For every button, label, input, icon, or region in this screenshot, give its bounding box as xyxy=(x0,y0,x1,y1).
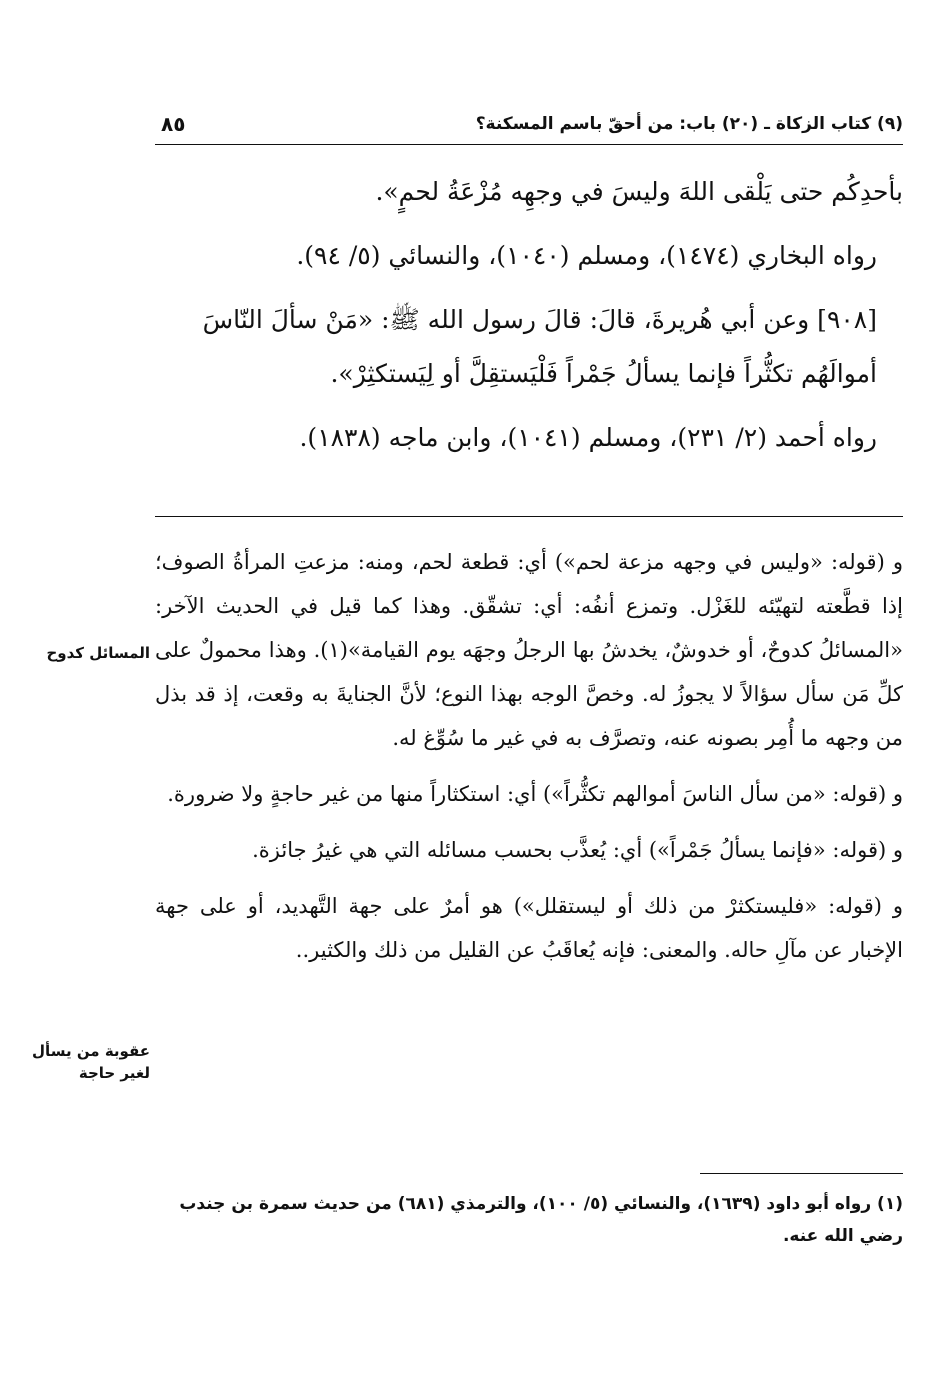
hadith-908: [٩٠٨] وعن أبي هُريرةَ، قالَ: قالَ رسول الله ﷺ: «مَنْ سألَ النّاسَ أموالَهُم تكثُّراً فإنما يسألُ جَمْراً فَلْيَستقِلَّ أو لِيَستكثِرْ». xyxy=(202,305,877,388)
hadith-908-source: رواه أحمد (٢/ ٢٣١)، ومسلم (١٠٤١)، وابن ماجه (١٨٣٨). xyxy=(299,423,877,452)
footnote-text: (١) رواه أبو داود (١٦٣٩)، والنسائي (٥/ ١٠٠)، والترمذي (٦٨١) من حديث سمرة بن جندب رضي الله عنه. xyxy=(179,1194,903,1246)
section-divider xyxy=(155,516,903,517)
hadith-continuation: بأحدِكُم حتى يَلْقى اللهَ وليسَ في وجهِه مُزْعَةُ لحمٍ». xyxy=(375,177,903,206)
commentary-paragraph: و (قوله: «فليستكثرْ من ذلك أو ليستقلل») هو أمرٌ على جهة التَّهديد، أو على جهة الإخبار عن مآلِ حاله. والمعنى: فإنه يُعاقَبُ عن القليل من ذلك والكثير.. xyxy=(155,894,903,962)
hadith-text xyxy=(155,165,903,465)
hadith-source: رواه البخاري (١٤٧٤)، ومسلم (١٠٤٠)، والنسائي (٥/ ٩٤). xyxy=(296,241,877,270)
commentary-paragraph: و (قوله: «فإنما يسألُ جَمْراً») أي: يُعذَّب بحسب مسائله التي هي غيرُ جائزة. xyxy=(252,838,903,862)
page-number: ٨٥ xyxy=(161,112,186,136)
footnote xyxy=(155,1188,903,1252)
page-header xyxy=(155,110,903,142)
commentary-paragraph: و (قوله: «من سأل الناسَ أموالهم تكثُّراً») أي: استكثاراً منها من غير حاجةٍ ولا ضرورة. xyxy=(167,782,903,806)
commentary-paragraph: و (قوله: «وليس في وجهه مزعة لحم») أي: قطعة لحم، ومنه: مزعتِ المرأةُ الصوف؛ إذا قطَّعته لتهيّئه للغَزْل. وتمزع أنفُه: أي: تشقّق. وهذا كما قيل في الحديث الآخر: «المسائلُ كدوحٌ، أو خدوشٌ، يخدشُ بها الرجلُ وجهَه يوم القيامة»(١). وهذا محمولٌ على كلِّ مَن سأل سؤالاً لا يجوزُ له. وخصَّ الوجه بهذا النوع؛ لأنَّ الجنايةَ به وقعت، إذ قد بذل من وجهه ما أُمِر بصونه عنه، وتصرَّف به في غير ما سُوِّغ له. xyxy=(155,550,903,750)
footnote-divider xyxy=(700,1173,903,1174)
margin-note: عقوبة من يسأل لغير حاجة xyxy=(32,1042,150,1082)
running-title: (٩) كتاب الزكاة ـ (٢٠) باب: من أحقّ باسم المسكنة؟ xyxy=(475,114,903,134)
margin-note: المسائل كدوح xyxy=(46,644,150,662)
commentary xyxy=(155,540,903,984)
header-divider xyxy=(155,144,903,145)
